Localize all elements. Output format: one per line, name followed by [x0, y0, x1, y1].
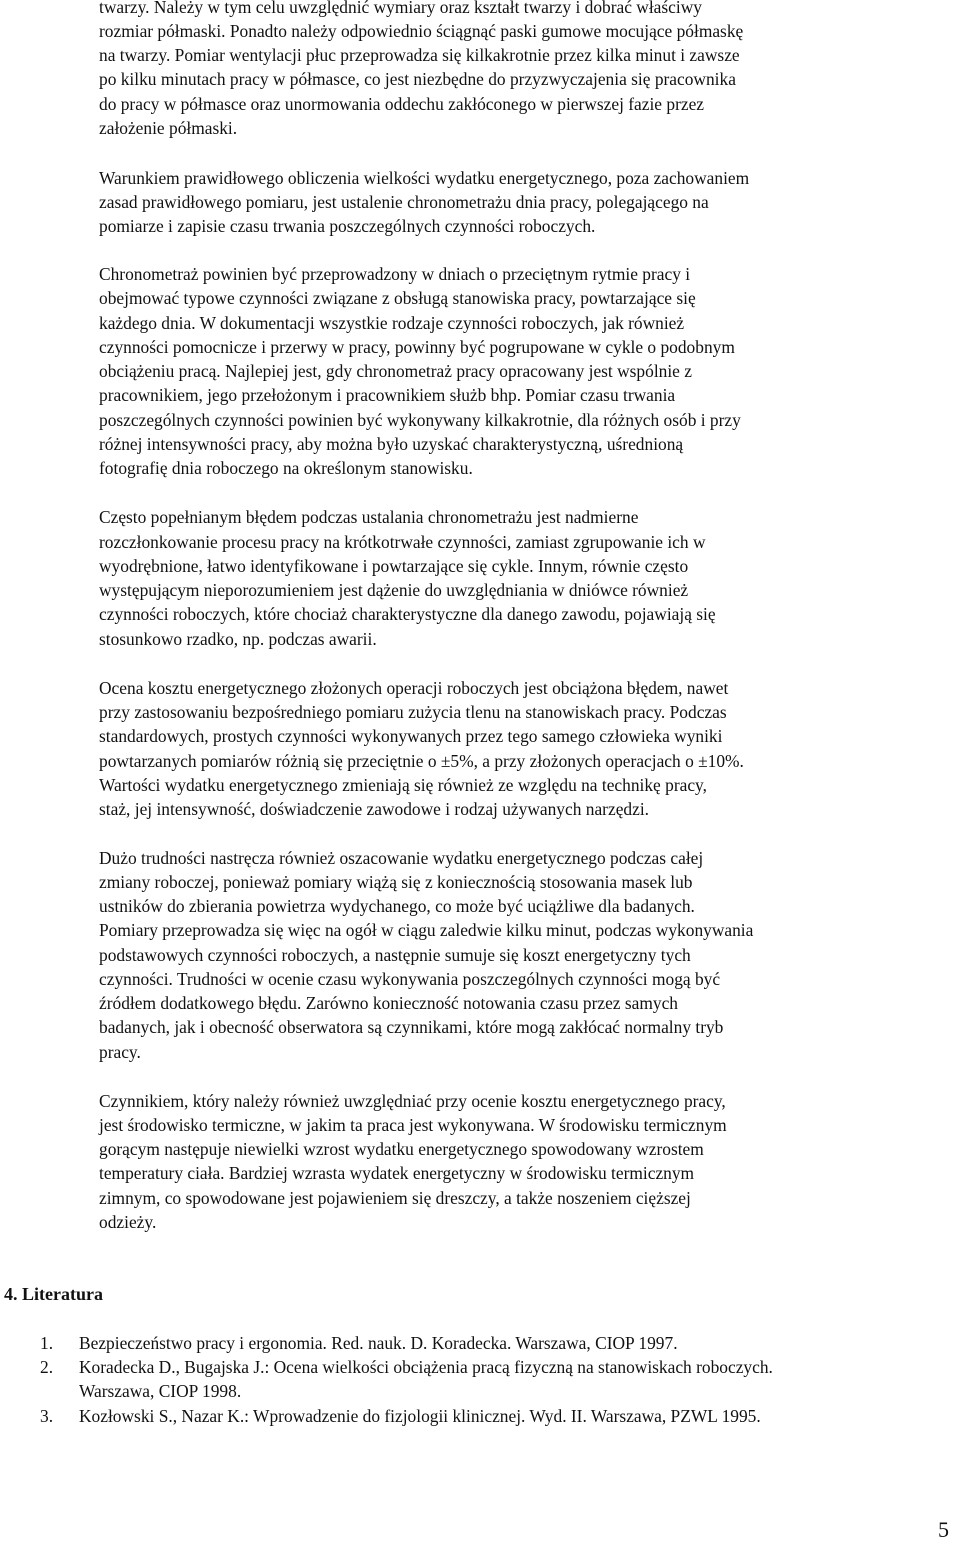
reference-number: 1.	[40, 1333, 54, 1353]
text-line: staż, jej intensywność, doświadczenie zawodowe i rodzaj używanych narzędzi.	[99, 799, 650, 819]
text-line: źródłem dodatkowego błędu. Zarówno konieczność notowania czasu przez samych	[99, 993, 678, 1013]
text-line: Wartości wydatku energetycznego zmieniają się również ze względu na technikę pracy,	[99, 775, 707, 795]
text-line: ustników do zbierania powietrza wydychanego, co może być uciążliwe dla badanych.	[99, 896, 695, 916]
text-line: stosunkowo rzadko, np. podczas awarii.	[99, 629, 377, 649]
reference-item	[40, 1355, 773, 1379]
text-line: na twarzy. Pomiar wentylacji płuc przeprowadza się kilkakrotnie przez kilka minut i zawsze	[99, 45, 740, 65]
text-line: badanych, jak i obecność obserwatora są czynnikami, które mogą zakłócać normalny tryb	[99, 1017, 724, 1037]
text-line: zmiany roboczej, ponieważ pomiary wiążą się z koniecznością stosowania masek lub	[99, 872, 693, 892]
text-line: rozmiar półmaski. Ponadto należy odpowiednio ściągnąć paski gumowe mocujące półmaskę	[99, 21, 744, 41]
text-line: standardowych, prostych czynności wykonywanych przez tego samego człowieka wyniki	[99, 726, 723, 746]
reference-text: Bezpieczeństwo pracy i ergonomia. Red. nauk. D. Koradecka. Warszawa, CIOP 1997.	[79, 1333, 678, 1353]
text-line: Warunkiem prawidłowego obliczenia wielkości wydatku energetycznego, poza zachowaniem	[99, 168, 750, 188]
text-line: Chronometraż powinien być przeprowadzony w dniach o przeciętnym rytmie pracy i	[99, 264, 691, 284]
section-heading: 4. Literatura	[4, 1284, 103, 1304]
page-number: 5	[938, 1517, 949, 1542]
text-line: Pomiary przeprowadza się więc na ogół w ciągu zaledwie kilku minut, podczas wykonywania	[99, 920, 754, 940]
text-line: poszczególnych czynności powinien być wykonywany kilkakrotnie, dla różnych osób i przy	[99, 410, 741, 430]
text-line: Czynnikiem, który należy również uwzględniać przy ocenie kosztu energetycznego pracy,	[99, 1091, 726, 1111]
reference-text-continued: Warszawa, CIOP 1998.	[79, 1381, 242, 1401]
text-line: pracy.	[99, 1042, 141, 1062]
text-line: Dużo trudności nastręcza również oszacowanie wydatku energetycznego podczas całej	[99, 848, 704, 868]
text-line: do pracy w półmasce oraz unormowania oddechu zakłóconego w pierwszej fazie przez	[99, 94, 705, 114]
text-line: rozczłonkowanie procesu pracy na krótkotrwałe czynności, zamiast zgrupowanie ich w	[99, 532, 706, 552]
reference-number: 3.	[40, 1406, 54, 1426]
reference-number: 2.	[40, 1357, 54, 1377]
text-line: założenie półmaski.	[99, 118, 238, 138]
text-line: czynności. Trudności w ocenie czasu wykonywania poszczególnych czynności mogą być	[99, 969, 721, 989]
text-line: zimnym, co spowodowane jest pojawieniem się dreszczy, a także noszeniem cięższej	[99, 1188, 691, 1208]
text-line: obciążeniu pracą. Najlepiej jest, gdy chronometraż pracy opracowany jest wspólnie z	[99, 361, 692, 381]
text-line: odzieży.	[99, 1212, 157, 1232]
text-line: obejmować typowe czynności związane z obsługą stanowiska pracy, powtarzające się	[99, 288, 696, 308]
text-line: Często popełnianym błędem podczas ustalania chronometrażu jest nadmierne	[99, 507, 639, 527]
reference-text: Kozłowski S., Nazar K.: Wprowadzenie do fizjologii klinicznej. Wyd. II. Warszawa, PZWL 1995.	[79, 1406, 761, 1426]
text-line: temperatury ciała. Bardziej wzrasta wydatek energetyczny w środowisku termicznym	[99, 1163, 695, 1183]
text-line: pracownikiem, jego przełożonym i pracownikiem służb bhp. Pomiar czasu trwania	[99, 385, 676, 405]
text-line: twarzy. Należy w tym celu uwzględnić wymiary oraz kształt twarzy i dobrać właściwy	[99, 0, 702, 17]
text-line: po kilku minutach pracy w półmasce, co jest niezbędne do przyzwyczajenia się pracownika	[99, 69, 736, 89]
text-line: gorącym następuje niewielki wzrost wydatku energetycznego spowodowany wzrostem	[99, 1139, 704, 1159]
text-line: przy zastosowaniu bezpośredniego pomiaru zużycia tlenu na stanowiskach pracy. Podczas	[99, 702, 727, 722]
reference-item	[40, 1331, 678, 1355]
text-line: powtarzanych pomiarów różnią się przeciętnie o ±5%, a przy złożonych operacjach o ±10%.	[99, 751, 744, 771]
text-line: różnej intensywności pracy, aby można było uzyskać charakterystyczną, uśrednioną	[99, 434, 684, 454]
text-line: Ocena kosztu energetycznego złożonych operacji roboczych jest obciążona błędem, nawet	[99, 678, 729, 698]
text-line: podstawowych czynności roboczych, a następnie sumuje się koszt energetyczny tych	[99, 945, 691, 965]
text-line: pomiarze i zapisie czasu trwania poszczególnych czynności roboczych.	[99, 216, 596, 236]
text-line: czynności pomocnicze i przerwy w pracy, powinny być pogrupowane w cykle o podobnym	[99, 337, 735, 357]
text-line: fotografię dnia roboczego na określonym stanowisku.	[99, 458, 473, 478]
text-line: jest środowisko termiczne, w jakim ta praca jest wykonywana. W środowisku termicznym	[99, 1115, 727, 1135]
text-line: czynności roboczych, które chociaż charakterystyczne dla danego zawodu, pojawiają się	[99, 604, 716, 624]
reference-text: Koradecka D., Bugajska J.: Ocena wielkości obciążenia pracą fizyczną na stanowiskach roboczych.	[79, 1357, 773, 1377]
reference-item	[40, 1404, 761, 1428]
text-line: występującym nieporozumieniem jest dążenie do uwzględniania w dniówce również	[99, 580, 689, 600]
text-line: wyodrębnione, łatwo identyfikowane i powtarzające się cykle. Innym, równie często	[99, 556, 689, 576]
text-line: każdego dnia. W dokumentacji wszystkie rodzaje czynności roboczych, jak również	[99, 313, 685, 333]
text-line: zasad prawidłowego pomiaru, jest ustalenie chronometrażu dnia pracy, polegającego na	[99, 192, 709, 212]
